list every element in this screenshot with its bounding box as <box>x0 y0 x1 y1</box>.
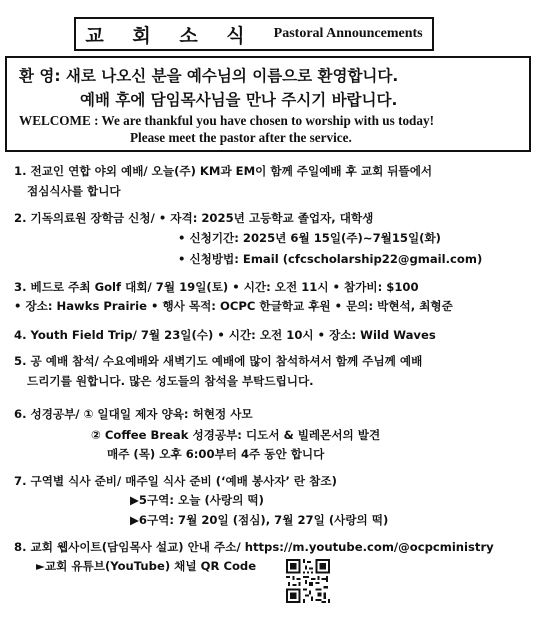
announcement-5-line-1: 5. 공 예배 참석/ 수요예배와 새벽기도 예배에 많이 참석하셔서 함께 주님께 예배 <box>14 354 423 368</box>
announcement-6-line-3: 매주 (목) 오후 6:00부터 4주 동안 합니다 <box>107 447 325 461</box>
announcement-1-line-2: 점심식사를 합니다 <box>27 184 121 198</box>
welcome-english-line-1: WELCOME : We are thankful you have chosen to worship with us today! <box>19 113 434 128</box>
announcement-2-line-3: • 신청방법: Email (cfcscholarship22@gmail.com) <box>178 252 483 266</box>
title-korean: 교 회 소 식 <box>85 24 256 47</box>
announcement-5-line-2: 드리기를 원합니다. 많은 성도들의 참석을 부탁드립니다. <box>27 374 314 388</box>
announcement-7-line-1: 7. 구역별 식사 준비/ 매주일 식사 준비 (‘예배 봉사자’ 란 참조) <box>14 474 337 488</box>
announcement-3-line-2: • 장소: Hawks Prairie • 행사 목적: OCPC 한글학교 후원 • 문의: 박현석, 최형준 <box>14 299 453 313</box>
title-box <box>74 17 434 51</box>
welcome-english-line-2: Please meet the pastor after the service. <box>130 130 352 145</box>
welcome-korean-line-1: 환 영: 새로 나오신 분을 예수님의 이름으로 환영합니다. <box>19 67 399 85</box>
announcement-8-line-2: ►교회 유튜브(YouTube) 채널 QR Code <box>36 559 257 573</box>
announcement-2-line-1: 2. 기독의료원 장학금 신청/ • 자격: 2025년 고등학교 졸업자, 대학생 <box>14 211 374 225</box>
title-english: Pastoral Announcements <box>273 26 423 41</box>
announcement-2-line-2: • 신청기간: 2025년 6월 15일(주)~7월15일(화) <box>178 231 441 245</box>
announcement-7-line-3: ▶6구역: 7월 20일 (점심), 7월 27일 (사랑의 떡) <box>130 513 389 527</box>
welcome-korean-line-2: 예배 후에 담임목사님을 만나 주시기 바랍니다. <box>80 91 398 109</box>
welcome-box <box>5 56 531 152</box>
qr-code-icon[interactable] <box>286 559 330 603</box>
announcement-7-line-2: ▶5구역: 오늘 (사랑의 떡) <box>130 493 264 507</box>
announcement-1-line-1: 1. 전교인 연합 야외 예배/ 오늘(주) KM과 EM이 함께 주일예배 후 교회 뒤뜰에서 <box>14 164 433 178</box>
announcement-3-line-1: 3. 베드로 주최 Golf 대회/ 7월 19일(토) • 시간: 오전 11시 • 참가비: $100 <box>14 280 419 294</box>
announcement-8-line-1: 8. 교회 웹사이트(담임목사 설교) 안내 주소/ https://m.youtube.com/@ocpcministry <box>14 540 494 554</box>
announcement-6-line-1: 6. 성경공부/ ① 일대일 제자 양육: 허현정 사모 <box>14 407 253 421</box>
announcement-6-line-2: ② Coffee Break 성경공부: 디도서 & 빌레몬서의 발견 <box>91 428 381 442</box>
announcement-4-line-1: 4. Youth Field Trip/ 7월 23일(수) • 시간: 오전 10시 • 장소: Wild Waves <box>14 328 436 342</box>
